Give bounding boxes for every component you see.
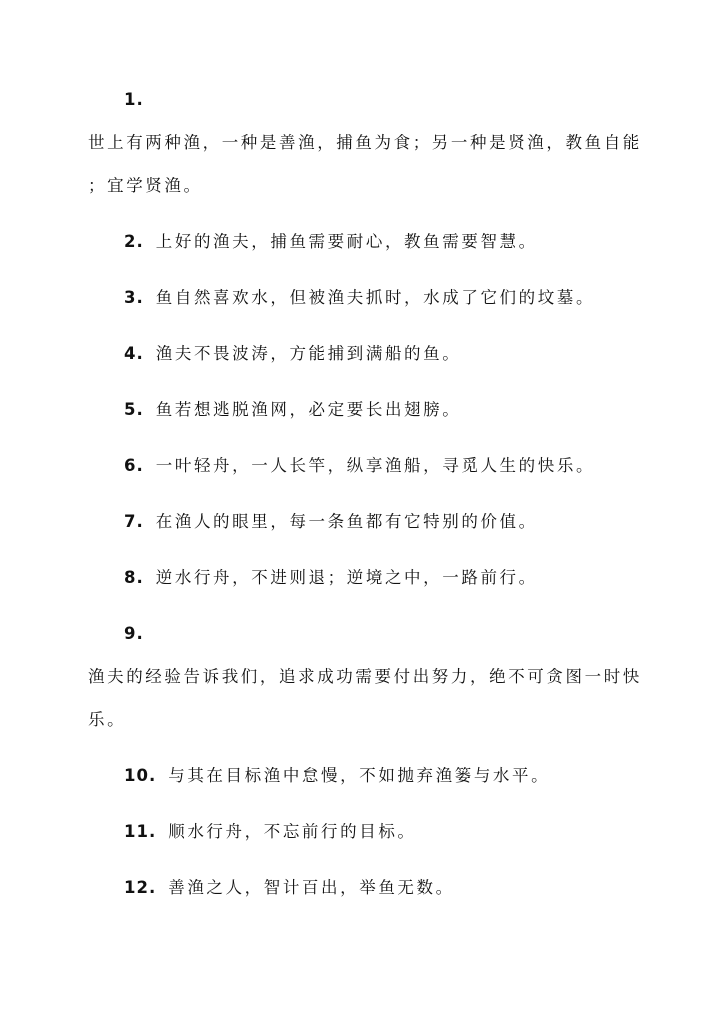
item-number: 3. xyxy=(124,288,144,307)
list-item xyxy=(124,232,632,252)
list-item-continuation xyxy=(88,176,632,196)
list-item xyxy=(124,766,632,786)
list-item xyxy=(124,568,632,588)
list-item xyxy=(124,288,632,308)
item-number: 10. xyxy=(124,766,157,785)
item-text: 一叶轻舟，一人长竿，纵享渔船，寻觅人生的快乐。 xyxy=(155,456,596,475)
item-number: 1. xyxy=(124,90,144,109)
item-text: 与其在目标渔中怠慢，不如抛弃渔篓与水平。 xyxy=(168,766,551,785)
item-number: 11. xyxy=(124,822,157,841)
item-text: 在渔人的眼里，每一条鱼都有它特别的价值。 xyxy=(155,512,538,531)
item-number: 9. xyxy=(124,624,144,643)
item-text: 渔夫的经验告诉我们，追求成功需要付出努力，绝不可贪图一时快 xyxy=(88,667,642,686)
list-item xyxy=(124,878,632,898)
list-item xyxy=(124,344,632,364)
item-number: 7. xyxy=(124,512,144,531)
item-number: 2. xyxy=(124,232,144,251)
list-item xyxy=(124,512,632,532)
item-number: 6. xyxy=(124,456,144,475)
item-text: ；宜学贤渔。 xyxy=(88,176,203,195)
item-number: 5. xyxy=(124,400,144,419)
list-item-continuation xyxy=(88,710,632,730)
list-item xyxy=(124,822,632,842)
item-text: 乐。 xyxy=(88,710,127,729)
item-text: 逆水行舟，不进则退；逆境之中，一路前行。 xyxy=(155,568,538,587)
item-number: 4. xyxy=(124,344,144,363)
item-text: 顺水行舟，不忘前行的目标。 xyxy=(168,822,417,841)
list-item xyxy=(124,90,632,110)
list-item xyxy=(124,624,632,644)
item-number: 8. xyxy=(124,568,144,587)
item-text: 善渔之人，智计百出，举鱼无数。 xyxy=(168,878,455,897)
item-text: 世上有两种渔，一种是善渔，捕鱼为食；另一种是贤渔，教鱼自能 xyxy=(88,133,642,152)
item-text: 鱼若想逃脱渔网，必定要长出翅膀。 xyxy=(155,400,462,419)
item-text: 鱼自然喜欢水，但被渔夫抓时，水成了它们的坟墓。 xyxy=(155,288,596,307)
item-number: 12. xyxy=(124,878,157,897)
list-item-continuation xyxy=(88,667,642,687)
item-text: 渔夫不畏波涛，方能捕到满船的鱼。 xyxy=(155,344,462,363)
item-text: 上好的渔夫，捕鱼需要耐心，教鱼需要智慧。 xyxy=(155,232,538,251)
list-item-continuation xyxy=(88,133,642,153)
list-item xyxy=(124,456,632,476)
list-item xyxy=(124,400,632,420)
